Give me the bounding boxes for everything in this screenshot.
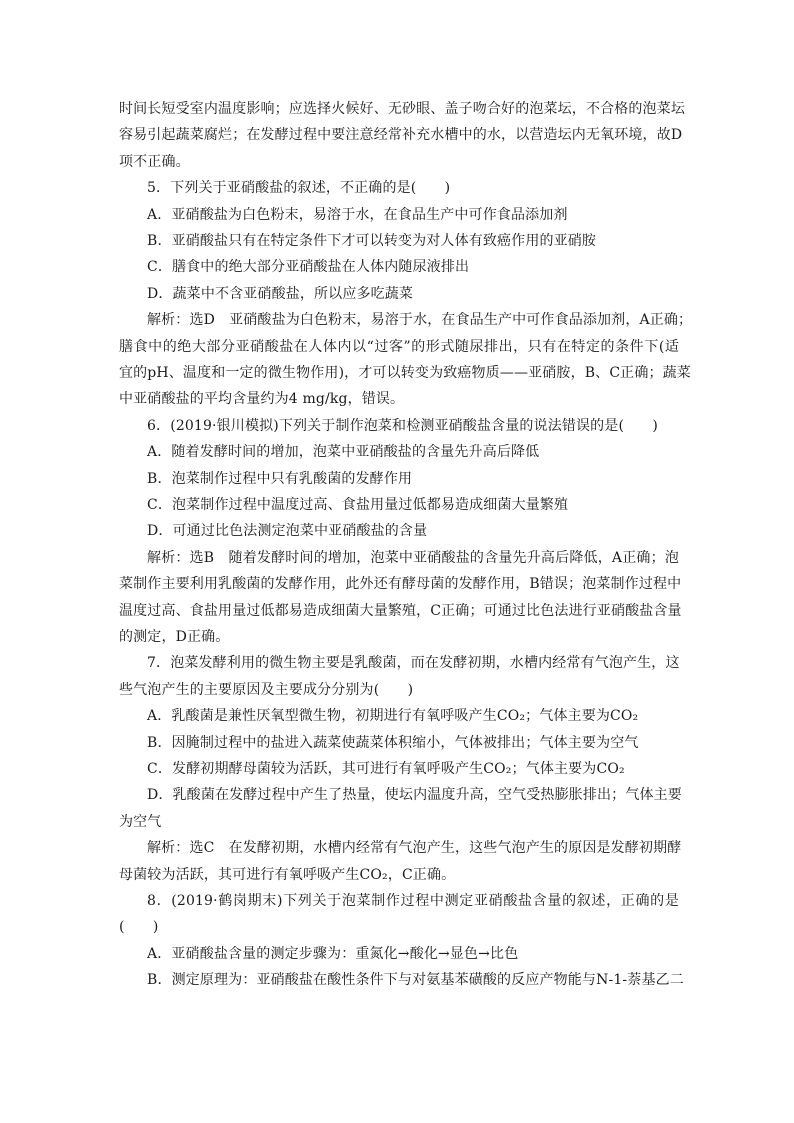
text-line: 膳食中的绝大部分亚硝酸盐在人体内以“过客”的形式随尿排出，只有在特定的条件下(适	[119, 338, 679, 355]
text-line: 的测定，D正确。	[119, 629, 230, 645]
text-line: 项不正确。	[119, 153, 190, 170]
text-line: 温度过高、食盐用量过低都易造成细菌大量繁殖，C正确；可通过比色法进行亚硝酸盐含量	[119, 602, 682, 619]
text-line: 中亚硝酸盐的平均含量约为4 mg/kg，错误。	[119, 391, 405, 408]
text-line: 解析：选B 随着发酵时间的增加，泡菜中亚硝酸盐的含量先升高后降低，A正确；泡	[147, 549, 679, 566]
text-line: ( )	[119, 919, 159, 936]
text-line: 时间长短受室内温度影响；应选择火候好、无砂眼、盖子吻合好的泡菜坛，不合格的泡菜坛	[119, 101, 685, 117]
text-line: 解析：选D 亚硝酸盐为白色粉末，易溶于水，在食品生产中可作食品添加剂，A正确；	[147, 312, 693, 329]
text-line: C．发酵初期酵母菌较为活跃，其可进行有氧呼吸产生CO₂；气体主要为CO₂	[147, 761, 625, 777]
text-line: 5．下列关于亚硝酸盐的叙述，不正确的是( )	[147, 180, 451, 197]
text-line: A．亚硝酸盐含量的测定步骤为：重氮化→酸化→显色→比色	[147, 945, 519, 962]
text-line: B．测定原理为：亚硝酸盐在酸性条件下与对氨基苯磺酸的反应产物能与N-1-萘基乙二	[147, 972, 684, 989]
text-line: B．泡菜制作过程中只有乳酸菌的发酵作用	[147, 470, 413, 487]
text-line: 容易引起蔬菜腐烂；在发酵过程中要注意经常补充水槽中的水，以营造坛内无氧环境，故D	[119, 127, 683, 144]
text-line: D．可通过比色法测定泡菜中亚硝酸盐的含量	[147, 523, 428, 540]
text-line: 些气泡产生的主要原因及主要成分分别为( )	[119, 681, 414, 698]
text-line: A．随着发酵时间的增加，泡菜中亚硝酸盐的含量先升高后降低	[147, 444, 540, 461]
text-line: D．乳酸菌在发酵过程中产生了热量，使坛内温度升高，空气受热膨胀排出；气体主要	[147, 787, 682, 804]
text-line: B．因腌制过程中的盐进入蔬菜使蔬菜体积缩小，气体被排出；气体主要为空气	[147, 734, 639, 751]
text-line: D．蔬菜中不含亚硝酸盐，所以应多吃蔬菜	[147, 285, 414, 302]
text-line: 母菌较为活跃，其可进行有氧呼吸产生CO₂，C正确。	[119, 866, 456, 883]
text-line: 为空气	[119, 813, 162, 830]
text-line: 7．泡菜发酵利用的微生物主要是乳酸菌，而在发酵初期，水槽内经常有气泡产生，这	[147, 655, 680, 672]
text-line: B．亚硝酸盐只有在特定条件下才可以转变为对人体有致癌作用的亚硝胺	[147, 233, 597, 249]
text-line: 解析：选C 在发酵初期，水槽内经常有气泡产生，这些气泡产生的原因是发酵初期酵	[147, 840, 682, 857]
text-line: C．泡菜制作过程中温度过高、食盐用量过低都易造成细菌大量繁殖	[147, 497, 569, 513]
text-line: 8．(2019·鹤岗期末)下列关于泡菜制作过程中测定亚硝酸盐含量的叙述，正确的是	[147, 893, 679, 909]
text-line: 6．(2019·银川模拟)下列关于制作泡菜和检测亚硝酸盐含量的说法错误的是( )	[147, 417, 658, 434]
text-line: A．乳酸菌是兼性厌氧型微生物，初期进行有氧呼吸产生CO₂；气体主要为CO₂	[147, 708, 639, 725]
text-line: 菜制作主要利用乳酸菌的发酵作用，此外还有酵母菌的发酵作用，B错误；泡菜制作过程中	[119, 576, 682, 593]
text-line: A．亚硝酸盐为白色粉末，易溶于水，在食品生产中可作食品添加剂	[147, 206, 568, 223]
text-line: C．膳食中的绝大部分亚硝酸盐在人体内随尿液排出	[147, 259, 470, 276]
text-line: 宜的pH、温度和一定的微生物作用)，才可以转变为致癌物质——亚硝胺，B、C正确；蔬菜	[119, 365, 691, 381]
